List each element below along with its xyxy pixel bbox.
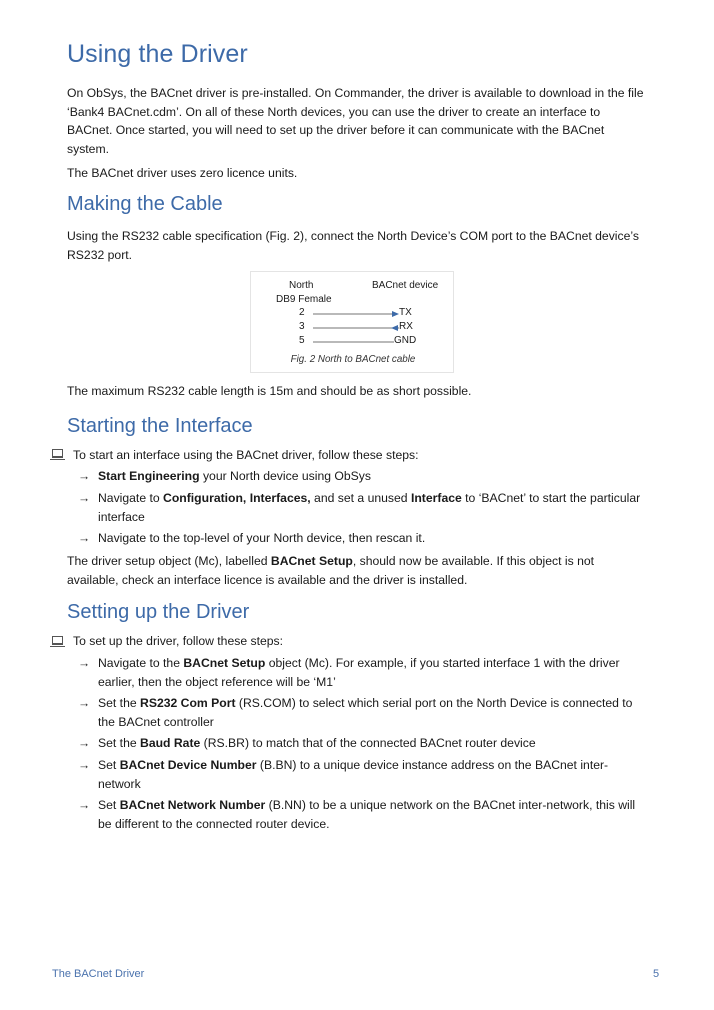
bold-term: Configuration, Interfaces, <box>163 491 311 505</box>
rx-arrow-icon <box>391 325 398 331</box>
cable-diagram-figure <box>250 271 454 373</box>
pin-north-label: 3 <box>299 321 305 332</box>
section-title-setting-up-driver: Setting up the Driver <box>67 601 250 623</box>
pin-north-label: 5 <box>299 335 305 346</box>
arrow-right-icon: → <box>78 469 91 483</box>
arrow-right-icon: → <box>78 656 91 670</box>
north-connector-label: DB9 Female <box>276 294 332 305</box>
bold-term: Start Engineering <box>98 469 200 483</box>
bold-term: BACnet Device Number <box>119 758 257 772</box>
section-title-using-driver: Using the Driver <box>67 40 248 68</box>
figure-caption: Fig. 2 North to BACnet cable <box>290 354 416 365</box>
pin-north-label: 2 <box>299 307 305 318</box>
bold-term: BACnet Setup <box>270 554 353 568</box>
pin-bacnet-label: RX <box>399 321 413 332</box>
cable-spec-paragraph: Using the RS232 cable specification (Fig. 2), connect the North Device’s COM port to the BACnet device’s RS232 port. <box>67 229 639 262</box>
computer-icon <box>52 449 63 458</box>
document-page: Using the Driver On ObSys, the BACnet driver is pre-installed. On Commander, the driver is available to download in the file ‘Bank4 BACnet.cdm’. On all of these North devices, you can use the driver to create an interface to BACnet. Once started, you will need to set up the driver before it can communicate with the BACnet system. The BACnet driver uses zero licence units. Making the Cable Using the RS232 cable specification (Fig. 2), connect the North Device’s COM port to the BACnet device’s RS232 port. North DB9 Female BACnet device 2 TX 3 RX 5 GND Fig. 2 North to BACnet cable The maximum RS232 cable length is 15m and should be as short possible. Starting the Interface To start an interface using the BACnet driver, follow these steps: → Start Engineering your North device using ObSys → Navigate to Configuration, Interfaces, and set a unused Interface to ‘BACnet’ to start the particular interface → Navigate to the top-level of your North device, then rescan it. The driver setup object (Mc), labelled BACnet Setup, should now be available. If this object is not available, check an interface licence is available and the driver is installed. Setting up the Driver To set up the driver, follow these steps: → Navigate to the BACnet Setup object (Mc). For example, if you started interface 1 with the driver earlier, then the object reference will be ‘M1’ → Set the RS232 Com Port (RS.COM) to select which serial port on the North Device is connected to the BACnet controller → Set the Baud Rate (RS.BR) to match that of the connected BACnet router device → Set BACnet Device Number (B.BN) to a unique device instance address on the BACnet inter-network → Set BACnet Network Number (B.NN) to be a unique network on the BACnet inter-network, this will be different to the connected router device. The BACnet Driver 5 <box>52 40 660 980</box>
arrow-right-icon: → <box>78 696 91 710</box>
arrow-right-icon: → <box>78 736 91 750</box>
bold-term: Baud Rate <box>140 736 201 750</box>
wiring-lines <box>251 272 455 352</box>
starting-intro-text: To start an interface using the BACnet driver, follow these steps: <box>73 448 419 462</box>
section-title-starting-interface: Starting the Interface <box>67 415 253 437</box>
bold-term: BACnet Network Number <box>119 798 266 812</box>
tx-arrow-icon <box>392 311 399 317</box>
arrow-right-icon: → <box>78 491 91 505</box>
bold-term: RS232 Com Port <box>140 696 236 710</box>
footer-document-title: The BACnet Driver <box>52 968 145 980</box>
pin-bacnet-label: GND <box>394 335 417 346</box>
arrow-right-icon: → <box>78 531 91 545</box>
arrow-right-icon: → <box>78 758 91 772</box>
setting-up-intro-text: To set up the driver, follow these steps: <box>73 634 284 648</box>
using-driver-paragraph: On ObSys, the BACnet driver is pre-installed. On Commander, the driver is available to download in the file ‘Bank4 BACnet.cdm’. On all of these North devices, you can use the driver to create an interface to BACnet. Once started, you will need to set up the driver before it can communicate with the BACnet system. <box>67 86 644 156</box>
setup-object-paragraph: The driver setup object (Mc), labelled BACnet Setup, should now be available. If this object is not available, check an interface licence is available and the driver is installed. <box>67 554 595 587</box>
arrow-right-icon: → <box>78 798 91 812</box>
north-header: North <box>289 280 314 291</box>
computer-icon <box>52 636 63 645</box>
bacnet-device-header: BACnet device <box>372 280 439 291</box>
bold-term: BACnet Setup <box>183 656 266 670</box>
bold-term: Interface <box>410 491 462 505</box>
cable-length-paragraph: The maximum RS232 cable length is 15m and should be as short possible. <box>67 384 472 398</box>
section-title-making-cable: Making the Cable <box>67 193 223 215</box>
page-number: 5 <box>653 968 660 980</box>
pin-bacnet-label: TX <box>399 307 412 318</box>
licence-units-paragraph: The BACnet driver uses zero licence units. <box>67 166 298 180</box>
